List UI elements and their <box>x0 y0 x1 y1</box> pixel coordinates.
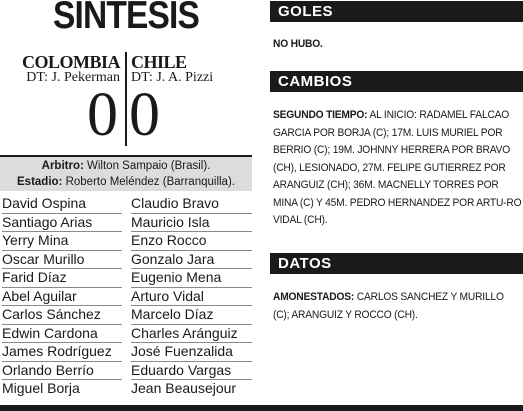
player-row: Carlos Sánchez <box>2 306 122 325</box>
player-row: José Fuenzalida <box>131 343 252 362</box>
player-row: Arturo Vidal <box>131 288 252 307</box>
away-lineup <box>131 195 252 399</box>
bookings-lead: AMONESTADOS: <box>273 291 355 303</box>
player-row: Enzo Rocco <box>131 232 252 251</box>
substitutions-lead: SEGUNDO TIEMPO: <box>273 109 368 121</box>
stadium-label: Estadio: <box>17 176 63 188</box>
referee-line <box>0 158 252 174</box>
player-row: Oscar Murillo <box>2 251 122 270</box>
substitutions-detail: AL INICIO: RADAMEL FALCAO GARCIA POR BORJA (C); 17M. LUIS MURIEL POR BERRIO (C); 19M. JOHNNY HERRERA POR BRAVO (CH), LESIONADO, 27M. FELIPE GUTIERREZ POR ARANGUIZ (CH); 36M. MACNELLY TORRES POR MINA (C) Y 45M. PEDRO HERNANDEZ POR ARTU-RO VIDAL (CH). <box>273 109 522 226</box>
player-row: Gonzalo Jara <box>131 251 252 270</box>
substitutions-header: CAMBIOS <box>270 71 523 92</box>
player-row: Yerry Mina <box>2 232 122 251</box>
player-row: Miguel Borja <box>2 380 80 396</box>
referee-value: Wilton Sampaio (Brasil). <box>83 160 211 172</box>
data-header: DATOS <box>270 253 523 274</box>
player-row: Marcelo Díaz <box>131 306 252 325</box>
home-team-name: COLOMBIA <box>21 52 120 72</box>
page-title: SINTESIS <box>53 0 199 37</box>
home-score: 0 <box>87 81 118 149</box>
player-row: Jean Beausejour <box>131 380 237 396</box>
home-coach: DT: J. Pekerman <box>26 70 120 85</box>
home-lineup <box>2 195 122 399</box>
match-details-panel <box>270 0 523 405</box>
player-row: Abel Aguilar <box>2 288 122 307</box>
substitutions-text <box>273 107 522 230</box>
bookings-text <box>273 289 522 324</box>
bookings-detail: CARLOS SANCHEZ Y MURILLO (C); ARANGUIZ Y ROCCO (CH). <box>273 291 504 321</box>
player-row: Farid Díaz <box>2 269 122 288</box>
referee-label: Arbitro: <box>41 160 84 172</box>
player-row: Santiago Arias <box>2 214 122 233</box>
player-row: Eugenio Mena <box>131 269 252 288</box>
goals-text: NO HUBO. <box>273 38 323 50</box>
goals-header: GOLES <box>270 1 523 22</box>
player-row: Claudio Bravo <box>131 195 252 214</box>
score-divider <box>125 52 127 146</box>
player-row: Edwin Cardona <box>2 325 122 344</box>
stadium-value: Roberto Meléndez (Barranquilla). <box>62 176 235 188</box>
player-row: Mauricio Isla <box>131 214 252 233</box>
player-row: Eduardo Vargas <box>131 362 252 381</box>
bottom-rule <box>0 405 523 411</box>
away-coach: DT: J. A. Pizzi <box>131 70 214 85</box>
player-row: Charles Aránguiz <box>131 325 252 344</box>
away-team-name: CHILE <box>131 52 187 72</box>
player-row: David Ospina <box>2 195 122 214</box>
match-officials <box>0 155 252 191</box>
player-row: James Rodríguez <box>2 343 122 362</box>
player-row: Orlando Berrío <box>2 362 122 381</box>
away-score: 0 <box>129 81 160 149</box>
stadium-line <box>0 174 252 190</box>
match-summary-panel <box>0 0 262 405</box>
